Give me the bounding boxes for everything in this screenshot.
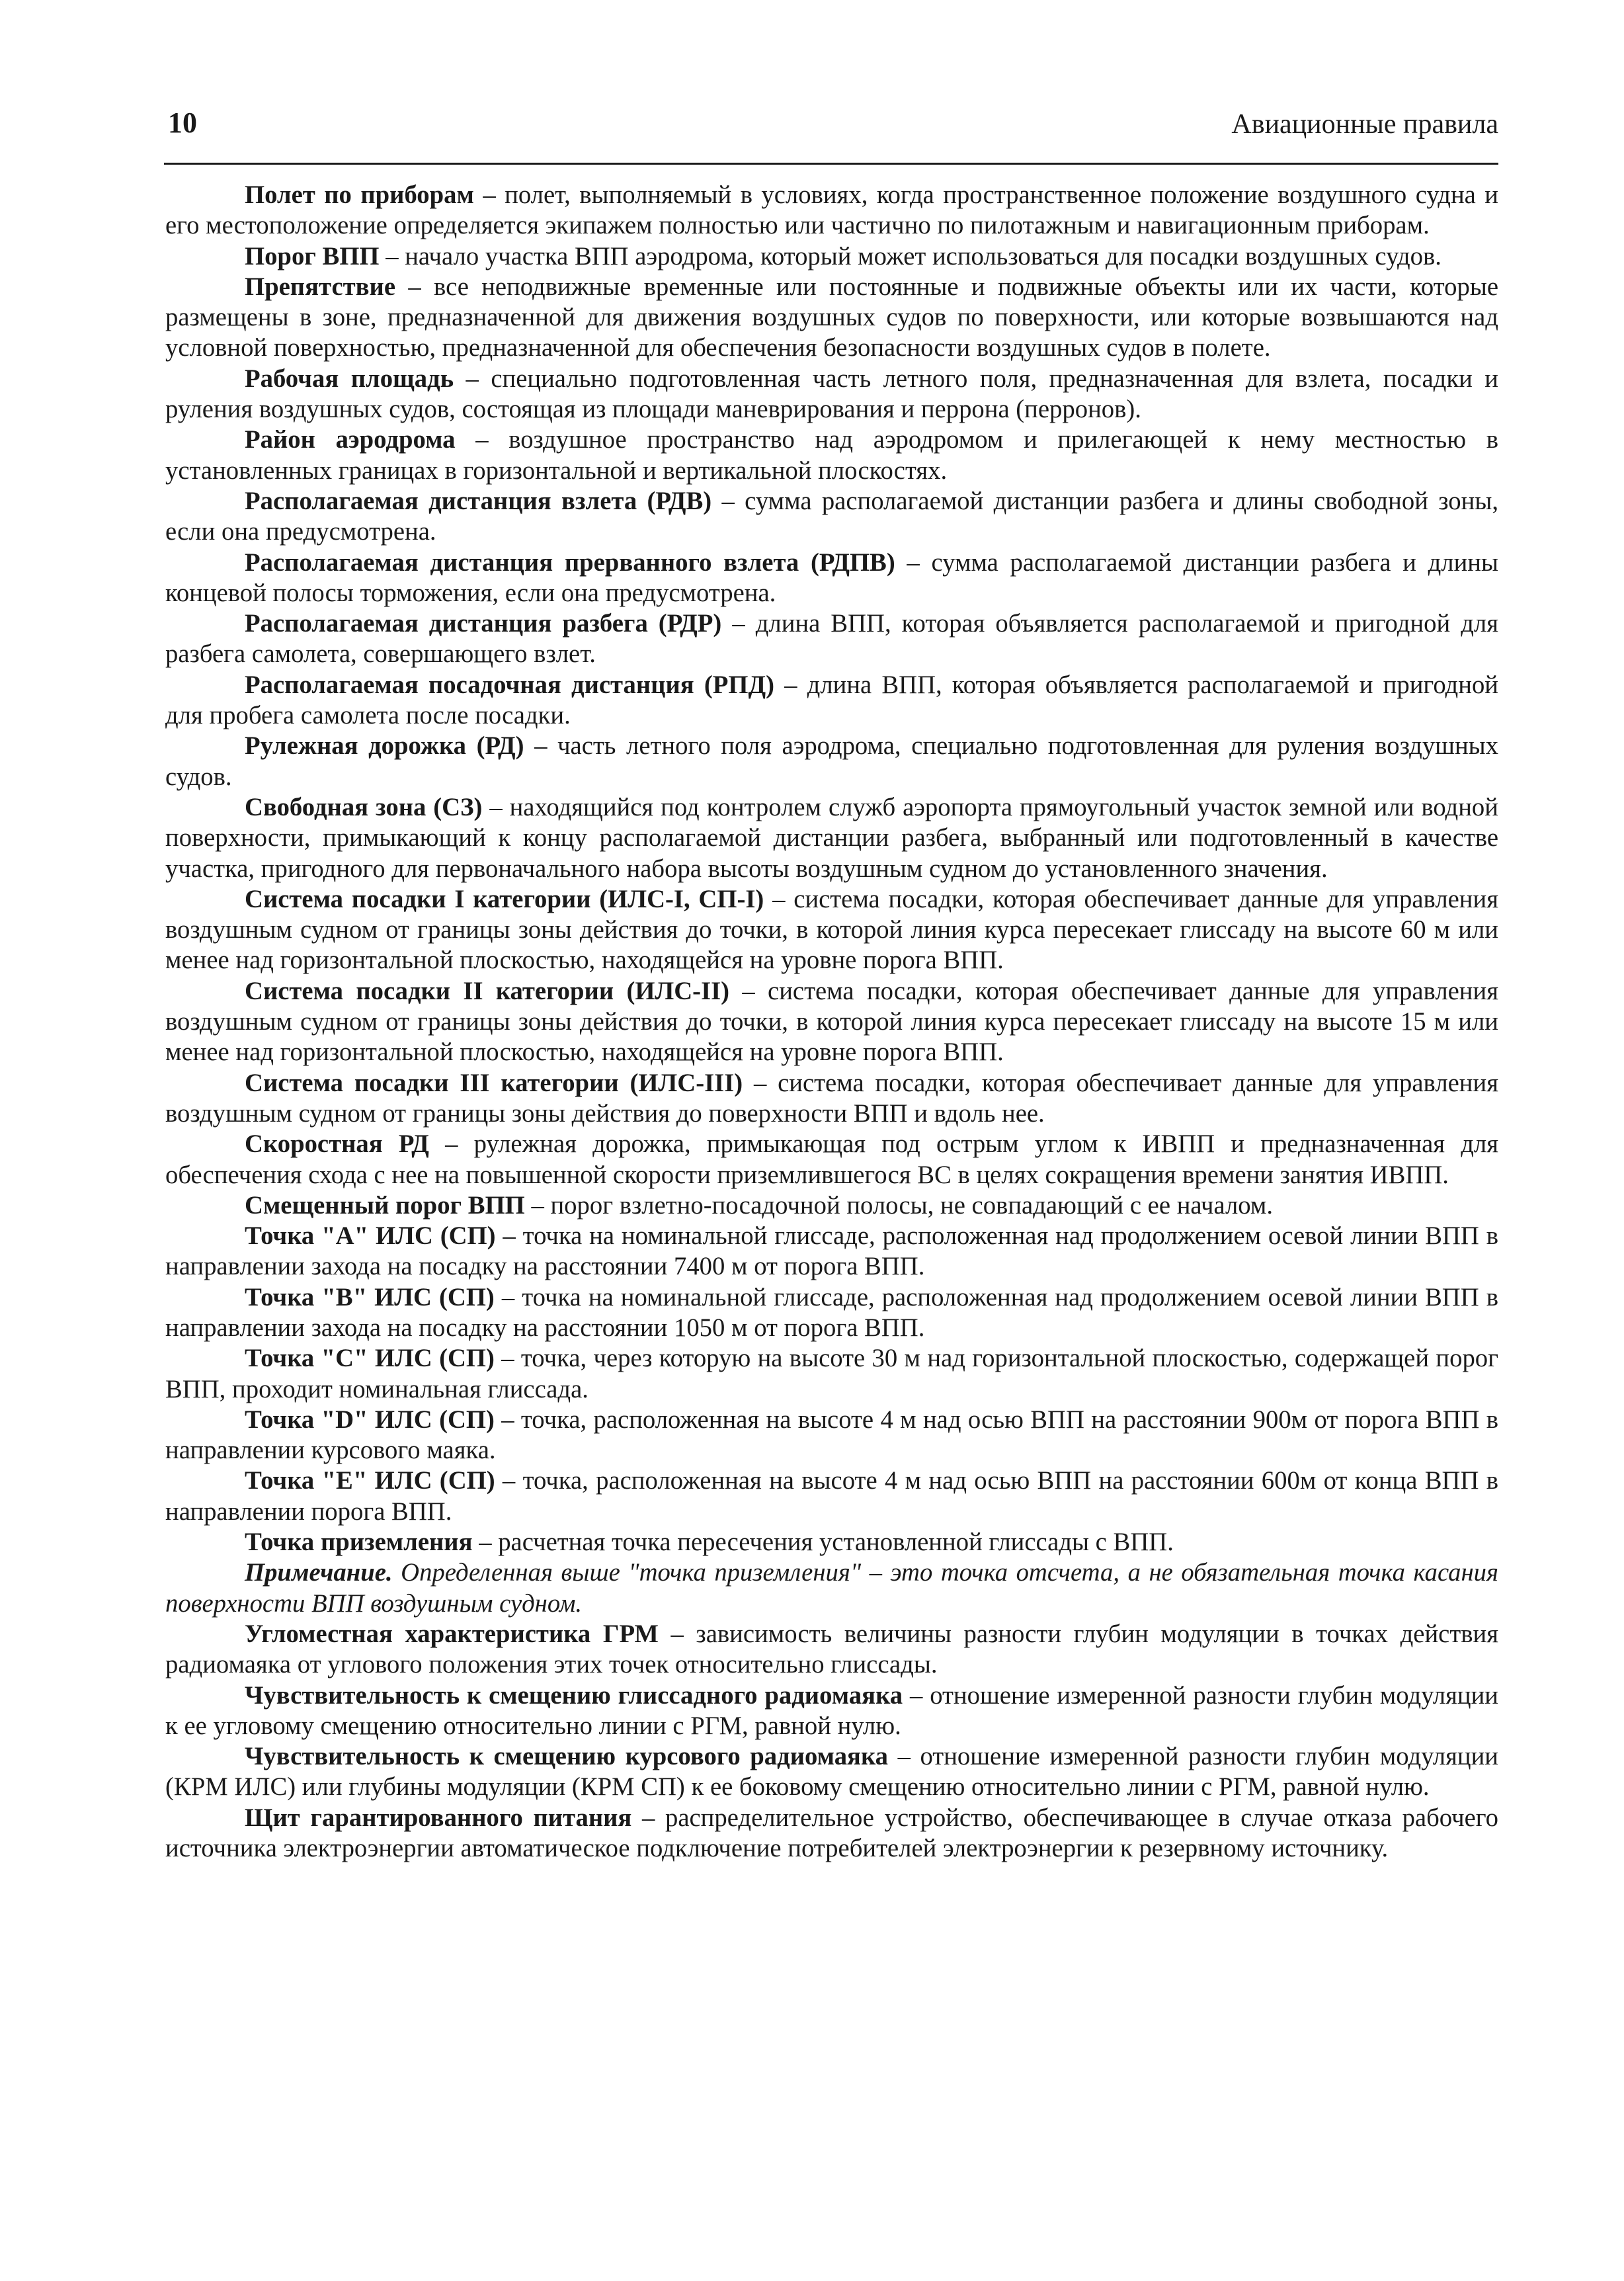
glossary-entry bbox=[165, 180, 1498, 241]
definition: – зависимость величины разности глубин модуляции в точках действия радиомаяка от углового положения этих точек относительно глиссады. bbox=[165, 1620, 1498, 1679]
page-number: 10 bbox=[168, 106, 197, 139]
definition: – система посадки, которая обеспечивает данные для управления воздушным судном от границы зоны действия до поверхности ВПП и вдоль нее. bbox=[165, 1069, 1498, 1128]
glossary-entry bbox=[165, 608, 1498, 670]
definition: – специально подготовленная часть летного поля, предназначенная для взлета, посадки и руления воздушных судов, состоящая из площади маневрирования и перрона (перронов). bbox=[165, 364, 1498, 424]
term: Район аэродрома bbox=[245, 426, 456, 454]
term: Угломестная характеристика ГРМ bbox=[245, 1620, 659, 1648]
term: Точка "Е" ИЛС (СП) bbox=[245, 1467, 495, 1495]
glossary-entry bbox=[165, 792, 1498, 884]
definition: – расчетная точка пересечения установленной глиссады с ВПП. bbox=[472, 1528, 1174, 1557]
glossary-entry bbox=[165, 884, 1498, 976]
term: Точка "В" ИЛС (СП) bbox=[245, 1283, 495, 1311]
term: Скоростная РД bbox=[245, 1130, 429, 1159]
glossary-entry bbox=[165, 1190, 1498, 1221]
definition: – сумма располагаемой дистанции разбега и длины свободной зоны, если она предусмотрена. bbox=[165, 487, 1498, 546]
term: Порог ВПП bbox=[245, 242, 380, 270]
definition: – полет, выполняемый в условиях, когда пространственное положение воздушного судна и его местоположение определяется экипажем полностью или частично по пилотажным и навигационным приборам. bbox=[165, 181, 1498, 240]
term: Располагаемая посадочная дистанция (РПД) bbox=[245, 671, 774, 699]
term: Смещенный порог ВПП bbox=[245, 1191, 525, 1220]
glossary-entry bbox=[165, 1741, 1498, 1803]
note bbox=[165, 1557, 1498, 1619]
definition: – распределительное устройство, обеспечивающее в случае отказа рабочего источника электроэнергии автоматическое подключение потребителей электроэнергии к резервному источнику. bbox=[165, 1804, 1498, 1863]
definition: – точка, расположенная на высоте 4 м над осью ВПП на расстоянии 900м от порога ВПП в направлении курсового маяка. bbox=[165, 1405, 1498, 1465]
term: Свободная зона (СЗ) bbox=[245, 793, 483, 821]
glossary-entry bbox=[165, 731, 1498, 792]
definition: – система посадки, которая обеспечивает данные для управления воздушным судном от границы зоны действия до точки, в которой линия курса пересекает глиссаду на высоте 60 м или менее над горизонтальной плоскостью, находящейся на уровне порога ВПП. bbox=[165, 885, 1498, 975]
term: Располагаемая дистанция прерванного взлета (РДПВ) bbox=[245, 548, 895, 577]
definition: – длина ВПП, которая объявляется располагаемой и пригодной для пробега самолета после посадки. bbox=[165, 671, 1498, 730]
definition: – отношение измеренной разности глубин модуляции к ее угловому смещению относительно линии с РГМ, равной нулю. bbox=[165, 1681, 1498, 1740]
glossary-entries bbox=[165, 180, 1498, 1557]
definition: – начало участка ВПП аэродрома, который может использоваться для посадки воздушных судов. bbox=[379, 242, 1441, 270]
definition: – часть летного поля аэродрома, специально подготовленная для руления воздушных судов. bbox=[165, 732, 1499, 791]
glossary-entry bbox=[165, 1803, 1498, 1864]
definition: – точка, расположенная на высоте 4 м над осью ВПП на расстоянии 600м от конца ВПП в направлении порога ВПП. bbox=[165, 1467, 1498, 1526]
term: Щит гарантированного питания bbox=[245, 1804, 632, 1832]
note-text: Определенная выше "точка приземления" – это точка отсчета, а не обязательная точка касания поверхности ВПП воздушным судном. bbox=[165, 1559, 1498, 1618]
glossary-entry bbox=[165, 670, 1498, 731]
term: Система посадки II категории (ИЛС-II) bbox=[245, 977, 730, 1005]
glossary-entry bbox=[165, 486, 1498, 548]
term: Рулежная дорожка (РД) bbox=[245, 732, 524, 761]
glossary-entry bbox=[165, 364, 1498, 425]
definition: – точка, через которую на высоте 30 м над горизонтальной плоскостью, содержащей порог ВПП, проходит номинальная глиссада. bbox=[165, 1345, 1498, 1403]
definition: – отношение измеренной разности глубин модуляции (КРМ ИЛС) или глубины модуляции (КРМ СП) к ее боковому смещению относительно линии с РГМ, равной нулю. bbox=[165, 1743, 1499, 1802]
glossary-entry bbox=[165, 425, 1498, 486]
glossary-entry bbox=[165, 1282, 1498, 1344]
header-rule bbox=[164, 163, 1498, 165]
glossary-entries-after-note bbox=[165, 1619, 1498, 1864]
glossary-entry bbox=[165, 548, 1498, 609]
term: Точка "А" ИЛС (СП) bbox=[245, 1222, 496, 1251]
term: Чувствительность к смещению глиссадного радиомаяка bbox=[245, 1681, 903, 1710]
glossary-entry bbox=[165, 1221, 1498, 1282]
glossary-entry bbox=[165, 241, 1498, 272]
definition: – точка на номинальной глиссаде, расположенная над продолжением осевой линии ВПП в направлении захода на посадку на расстоянии 1050 м от порога ВПП. bbox=[165, 1283, 1498, 1342]
term: Точка "С" ИЛС (СП) bbox=[245, 1345, 495, 1373]
glossary-entry bbox=[165, 1405, 1498, 1466]
definition: – точка на номинальной глиссаде, расположенная над продолжением осевой линии ВПП в направлении захода на посадку на расстоянии 7400 м от порога ВПП. bbox=[165, 1222, 1498, 1281]
glossary-entry bbox=[165, 1680, 1498, 1742]
glossary-entry bbox=[165, 1527, 1498, 1557]
definition: – сумма располагаемой дистанции разбега и длины концевой полосы торможения, если она предусмотрена. bbox=[165, 548, 1498, 607]
term: Рабочая площадь bbox=[245, 364, 454, 393]
note-label: Примечание. bbox=[245, 1559, 393, 1587]
term: Чувствительность к смещению курсового радиомаяка bbox=[245, 1743, 889, 1771]
definition: – находящийся под контролем служб аэропорта прямоугольный участок земной или водной поверхности, примыкающий к концу располагаемой дистанции разбега, выбранный или подготовленный в качестве участка, пригодного для первоначального набора высоты воздушным судном до установленного значения. bbox=[165, 793, 1498, 883]
glossary-body bbox=[165, 180, 1498, 1864]
definition: – система посадки, которая обеспечивает данные для управления воздушным судном от границы зоны действия до точки, в которой линия курса пересекает глиссаду на высоте 15 м или менее над горизонтальной плоскостью, находящейся на уровне порога ВПП. bbox=[165, 977, 1498, 1067]
definition: – длина ВПП, которая объявляется располагаемой и пригодной для разбега самолета, совершающего взлет. bbox=[165, 610, 1498, 669]
term: Располагаемая дистанция разбега (РДР) bbox=[245, 610, 722, 638]
definition: – порог взлетно-посадочной полосы, не совпадающий с ее началом. bbox=[524, 1191, 1274, 1220]
term: Полет по приборам bbox=[245, 181, 474, 209]
term: Система посадки I категории (ИЛС-I, СП-I) bbox=[245, 885, 764, 913]
glossary-entry bbox=[165, 1466, 1498, 1527]
running-title: Авиационные правила bbox=[1231, 109, 1498, 140]
glossary-entry bbox=[165, 1068, 1498, 1130]
definition: – воздушное пространство над аэродромом и прилегающей к нему местностью в установленных границах в горизонтальной и вертикальной плоскостях. bbox=[165, 426, 1498, 485]
glossary-entry bbox=[165, 1129, 1498, 1190]
term: Препятствие bbox=[245, 272, 396, 301]
glossary-entry bbox=[165, 976, 1498, 1068]
definition: – все неподвижные временные или постоянные и подвижные объекты или их части, которые размещены в зоне, предназначенной для движения воздушных судов по поверхности, или которые возвышаются над условной поверхностью, предназначенной для обеспечения безопасности воздушных судов в полете. bbox=[165, 272, 1498, 362]
glossary-entry bbox=[165, 272, 1498, 364]
term: Располагаемая дистанция взлета (РДВ) bbox=[245, 487, 712, 515]
glossary-entry bbox=[165, 1619, 1498, 1680]
term: Точка "D" ИЛС (СП) bbox=[245, 1405, 495, 1434]
definition: – рулежная дорожка, примыкающая под острым углом к ИВПП и предназначенная для обеспечения схода с нее на повышенной скорости приземлившегося ВС в целях сокращения времени занятия ИВПП. bbox=[165, 1130, 1499, 1189]
glossary-entry bbox=[165, 1343, 1498, 1405]
term: Точка приземления bbox=[245, 1528, 473, 1557]
page-header bbox=[164, 99, 1498, 147]
term: Система посадки III категории (ИЛС-III) bbox=[245, 1069, 743, 1097]
